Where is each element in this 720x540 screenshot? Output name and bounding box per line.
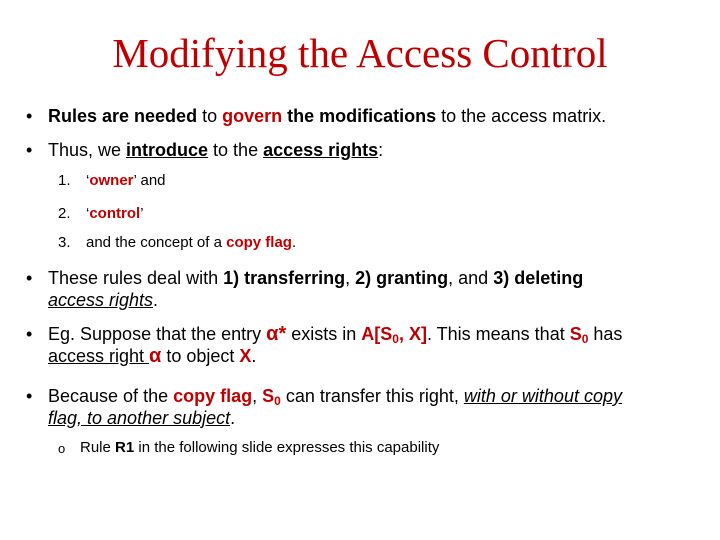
with-or-without-text: with or without copy [463,386,622,406]
subject-s0 [570,324,589,344]
bullet-copy-flag [48,385,698,429]
subscript: 0 [392,332,399,346]
text: S [262,386,275,406]
bullet-marker: • [26,268,33,288]
text: S [569,324,582,344]
text: ’ [140,205,144,222]
list-item [86,234,296,252]
text: Eg. Suppose that the entry [48,324,267,344]
text: . [230,408,236,428]
text: and the concept of a [86,234,227,251]
text: Rule [80,439,116,456]
subscript: 0 [581,332,589,346]
text: in the following slide expresses this capability [134,439,440,456]
copy-flag-keyword: copy flag [226,234,292,251]
slide-title: Modifying the Access Control [112,30,608,76]
text: to [197,106,223,126]
list-item [86,205,144,223]
text: These rules deal with [48,268,224,288]
text: Because of the [48,386,174,406]
granting-text: 2) granting [355,268,449,288]
bullet-rules-needed [48,105,698,127]
text: . This means that [426,324,570,344]
to-another-subject-text: flag, to another subject [48,408,231,428]
text: to the access matrix. [436,106,607,126]
text: A[S [361,324,393,344]
bullet-marker: • [26,386,33,406]
text: ‘ [86,172,90,189]
modifications-text: the modifications [287,106,437,126]
access-rights-italic: access rights [48,290,154,310]
bullet-marker: • [26,140,33,160]
bullet-example [48,323,698,367]
access-right-underlined: access right [48,346,150,366]
sub-bullet-rule-r1 [80,439,439,457]
bullet-marker: • [26,324,33,344]
bullet-marker: • [26,106,33,126]
copy-flag-text: copy flag [173,386,253,406]
text: to the [208,140,264,160]
object-x: X [239,346,252,366]
text: exists in [286,324,362,344]
text: , X] [398,324,427,344]
text: . [291,234,297,251]
subscript: 0 [274,394,281,408]
rule-r1-text: R1 [115,439,135,456]
text: , and [448,268,494,288]
list-number: 1. [58,172,71,189]
transferring-text: 1) transferring [223,268,346,288]
access-rights-text: access rights [263,140,379,160]
text: has [588,324,623,344]
alpha-symbol: α [149,345,162,367]
sub-bullet-marker: o [58,441,66,456]
text: , [345,268,356,288]
text: Thus, we [48,140,127,160]
owner-keyword: owner [89,172,134,189]
list-number: 2. [58,205,71,222]
text: . [251,346,257,366]
list-number: 3. [58,234,71,251]
introduce-text: introduce [126,140,209,160]
text: , [252,386,263,406]
text: . [153,290,159,310]
alpha-star-symbol: α* [266,323,287,345]
list-item [86,172,166,190]
govern-text: govern [222,106,283,126]
matrix-entry [361,324,427,344]
text: to object [161,346,240,366]
text: can transfer this right, [280,386,464,406]
control-keyword: control [89,205,141,222]
rules-needed-text: Rules are needed [48,106,198,126]
bullet-access-rights-intro [48,139,698,161]
text: ’ and [133,172,166,189]
text: ‘ [86,205,90,222]
deleting-text: 3) deleting [493,268,584,288]
text: : [378,140,384,160]
bullet-rules-deal [48,267,698,311]
subject-s0 [262,386,281,406]
